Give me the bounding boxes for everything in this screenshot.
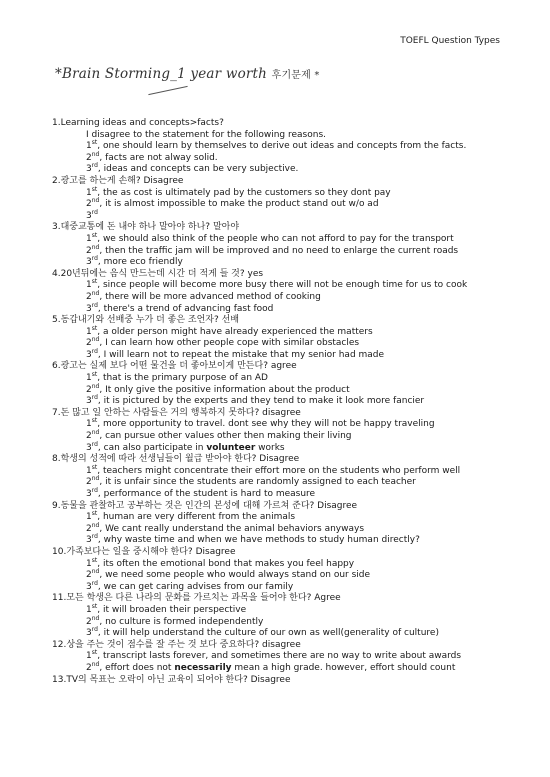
- answer-line: 1st, more opportunity to travel. dont see why they will not be happy traveling: [86, 417, 435, 430]
- answer-line: 3rd, it will help understand the culture of our own as well(generality of culture): [86, 626, 439, 639]
- question-8: [52, 454, 522, 466]
- answer-line: 1st, it will broaden their perspective: [86, 602, 247, 615]
- answer-line: 3rd, performance of the student is hard to measure: [86, 487, 316, 499]
- question-text: 동물을 관찰하고 공부하는 것은 인간의 본성에 대해 가르쳐 준다? Disagree: [60, 500, 358, 511]
- answer-line: I disagree to the statement for the following reasons.: [86, 129, 326, 140]
- answer-line: 1st, transcript lasts forever, and sometimes there are no way to write about awards: [86, 649, 462, 662]
- answer-line: 2nd, We cant really understand the animal behaviors anyways: [86, 521, 365, 534]
- question-text: 광고는 실제 보다 어떤 물건을 더 좋아보이게 만든다? agree: [60, 361, 297, 372]
- answer-line: 3rd, ideas and concepts can be very subjective.: [86, 162, 299, 175]
- answer-line: 2nd, no culture is formed independently: [86, 614, 264, 627]
- question-2: [52, 176, 522, 188]
- answer-line: 3rd, it is pictured by the experts and they tend to make it look more fancier: [86, 394, 425, 407]
- answer-line: 1st, human are very different from the animals: [86, 510, 296, 523]
- question-text: 광고를 하는게 손해? Disagree: [60, 175, 184, 186]
- answer-line: 3rd, more eco friendly: [86, 255, 183, 268]
- answer-line: 1st, that is the primary purpose of an AD: [86, 371, 268, 384]
- question-4: [52, 269, 522, 281]
- answer-line: 1st, a older person might have already experienced the matters: [86, 324, 373, 337]
- question-text: 대중교통에 돈 내야 하나 말아야 하나? 말아야: [60, 222, 240, 233]
- question-number: 7.: [52, 407, 61, 418]
- question-number: 13.: [52, 674, 67, 685]
- question-number: 3.: [52, 222, 61, 233]
- question-number: 8.: [52, 454, 61, 465]
- question-9: [52, 501, 522, 513]
- answer-line: 2nd, effort does not necessarily mean a high grade. however, effort should count: [86, 660, 456, 673]
- question-list: [52, 118, 522, 686]
- question-text: 20년뒤에는 음식 만드는데 시간 더 적게 들 것? yes: [60, 268, 264, 279]
- answer-line: 3rd, there's a trend of advancing fast food: [86, 301, 274, 314]
- question-11: [52, 593, 522, 605]
- answer-line: 2nd, I can learn how other people cope with similar obstacles: [86, 336, 360, 349]
- answer-line: 1st, its often the emotional bond that makes you feel happy: [86, 556, 355, 569]
- answer-line: 1st, the as cost is ultimately pad by the customers so they dont pay: [86, 185, 391, 198]
- document-title: [55, 66, 320, 82]
- answer-line: 2nd, can pursue other values other then making their living: [86, 429, 352, 442]
- title-flourish: [148, 86, 187, 95]
- question-5: [52, 315, 522, 327]
- answer-line: 2nd, facts are not alway solid.: [86, 150, 218, 163]
- page-header: TOEFL Question Types: [400, 36, 500, 46]
- answer-line: 2nd, there will be more advanced method of cooking: [86, 289, 321, 302]
- question-text: 상을 주는 것이 점수를 잘 주는 것 보다 중요하다? disagree: [66, 639, 301, 650]
- question-1: [52, 118, 522, 130]
- answer-line: 3rd, why waste time and when we have methods to study human directly?: [86, 533, 420, 546]
- answer-line: 2nd, It only give the positive information about the product: [86, 382, 350, 395]
- question-6: [52, 361, 522, 373]
- question-number: 11.: [52, 593, 67, 604]
- title-text: *Brain Storming_1 year worth: [55, 66, 272, 82]
- question-text: 동갑내기와 선배중 누가 더 좋은 조언자? 선배: [60, 315, 240, 326]
- question-text: 가족보다는 일을 중시해야 한다? Disagree: [66, 546, 236, 557]
- question-number: 12.: [52, 639, 67, 650]
- question-text: Learning ideas and concepts>facts?: [60, 118, 224, 128]
- question-12: [52, 640, 522, 652]
- answer-line: 3rd, we can get caring advises from our family: [86, 579, 294, 592]
- answer-line: 2nd, we need some people who would always stand on our side: [86, 568, 371, 581]
- question-number: 10.: [52, 546, 67, 557]
- title-suffix: 후기문제 *: [271, 70, 320, 81]
- answer-line: 3rd, can also participate in volunteer works: [86, 440, 285, 453]
- question-10: [52, 547, 522, 559]
- question-3: [52, 222, 522, 234]
- question-number: 9.: [52, 500, 61, 511]
- question-number: 1.: [52, 118, 61, 128]
- answer-line: 2nd, it is almost impossible to make the product stand out w/o ad: [86, 197, 379, 210]
- question-number: 5.: [52, 315, 61, 326]
- answer-line: 1st, we should also think of the people who can not afford to pay for the transport: [86, 231, 454, 244]
- question-text: 학생의 성적에 따라 선생님들이 월급 받아야 한다? Disagree: [60, 454, 300, 465]
- answer-line: 3rd: [86, 208, 98, 221]
- question-text: 돈 많고 일 안하는 사람들은 거의 행복하지 못하다? disagree: [60, 407, 301, 418]
- answer-line: 2nd, then the traffic jam will be improved and no need to enlarge the current roads: [86, 243, 459, 256]
- answer-line: 3rd, I will learn not to repeat the mistake that my senior had made: [86, 347, 385, 360]
- question-number: 6.: [52, 361, 61, 372]
- answer-line: 1st, one should learn by themselves to derive out ideas and concepts from the facts.: [86, 139, 467, 152]
- question-number: 2.: [52, 175, 61, 186]
- question-text: TV의 목표는 오락이 아닌 교육이 되어야 한다? Disagree: [66, 674, 291, 685]
- answer-line: 2nd, it is unfair since the students are randomly assigned to each teacher: [86, 475, 416, 488]
- question-7: [52, 408, 522, 420]
- question-number: 4.: [52, 268, 61, 279]
- answer-line: 1st, teachers might concentrate their effort more on the students who perform well: [86, 463, 461, 476]
- answer-line: 1st, since people will become more busy there will not be enough time for us to cook: [86, 278, 468, 291]
- question-13: [52, 675, 522, 687]
- question-text: 모든 학생은 다른 나라의 문화를 가르치는 과목을 들어야 한다? Agree: [66, 593, 341, 604]
